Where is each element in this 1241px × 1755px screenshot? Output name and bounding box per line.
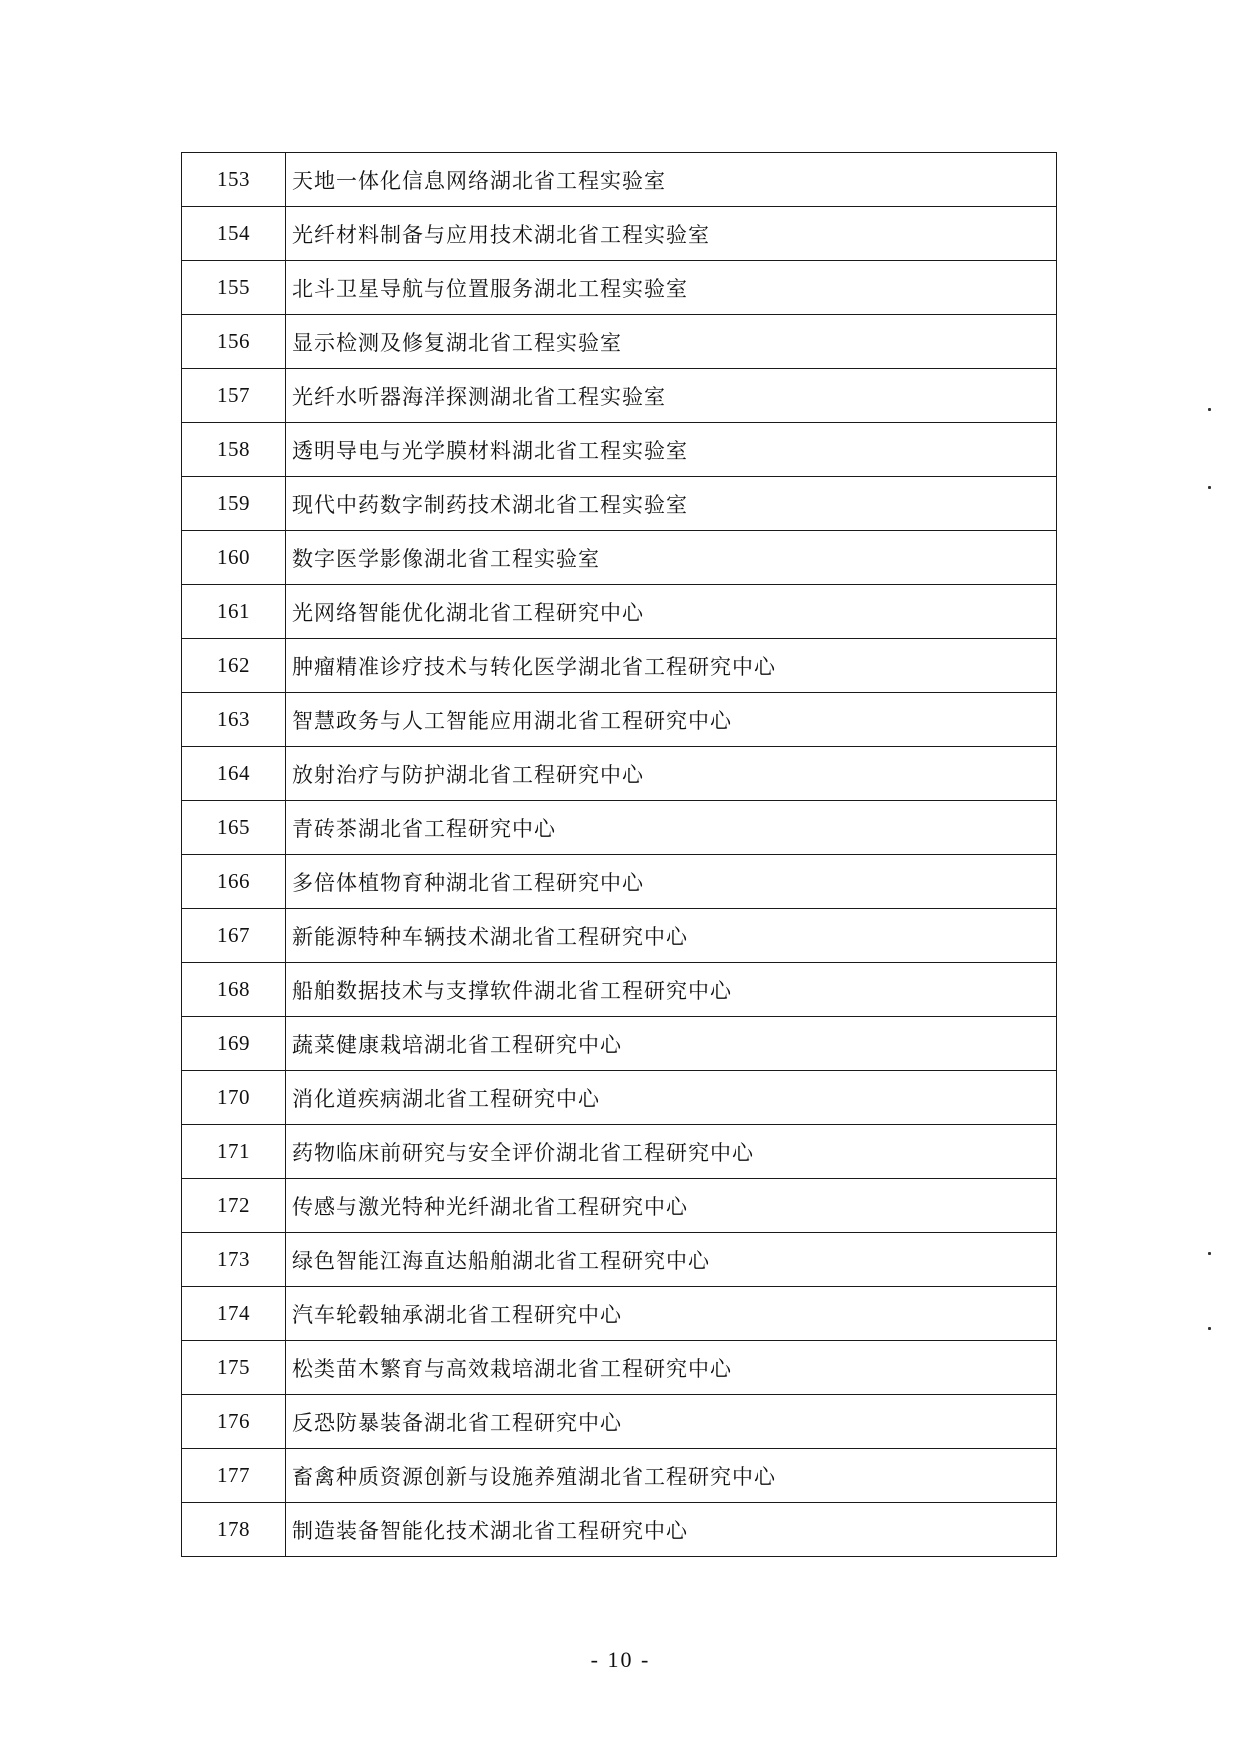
table-row (182, 1017, 1057, 1071)
scan-speck (1208, 408, 1211, 411)
row-number: 176 (182, 1395, 286, 1449)
table-row (182, 963, 1057, 1017)
table-row (182, 423, 1057, 477)
table-row (182, 1449, 1057, 1503)
row-number: 173 (182, 1233, 286, 1287)
table-row (182, 1341, 1057, 1395)
row-number: 165 (182, 801, 286, 855)
lab-list-table (181, 152, 1057, 1557)
table-row (182, 315, 1057, 369)
row-number: 159 (182, 477, 286, 531)
lab-name: 船舶数据技术与支撑软件湖北省工程研究中心 (286, 963, 1057, 1017)
lab-name: 数字医学影像湖北省工程实验室 (286, 531, 1057, 585)
page-number: - 10 - (590, 1647, 651, 1672)
scan-speck (1208, 1327, 1211, 1330)
lab-name: 青砖茶湖北省工程研究中心 (286, 801, 1057, 855)
lab-name: 显示检测及修复湖北省工程实验室 (286, 315, 1057, 369)
table-row (182, 1287, 1057, 1341)
row-number: 158 (182, 423, 286, 477)
table-row (182, 1233, 1057, 1287)
lab-name: 智慧政务与人工智能应用湖北省工程研究中心 (286, 693, 1057, 747)
table-row (182, 531, 1057, 585)
row-number: 170 (182, 1071, 286, 1125)
row-number: 166 (182, 855, 286, 909)
lab-name: 肿瘤精准诊疗技术与转化医学湖北省工程研究中心 (286, 639, 1057, 693)
lab-name: 光纤材料制备与应用技术湖北省工程实验室 (286, 207, 1057, 261)
table-row (182, 261, 1057, 315)
lab-name: 绿色智能江海直达船舶湖北省工程研究中心 (286, 1233, 1057, 1287)
row-number: 175 (182, 1341, 286, 1395)
table-row (182, 207, 1057, 261)
lab-name: 反恐防暴装备湖北省工程研究中心 (286, 1395, 1057, 1449)
table-row (182, 639, 1057, 693)
row-number: 163 (182, 693, 286, 747)
row-number: 153 (182, 153, 286, 207)
table-row (182, 1125, 1057, 1179)
table-row (182, 369, 1057, 423)
table-row (182, 1395, 1057, 1449)
row-number: 171 (182, 1125, 286, 1179)
lab-name: 光纤水听器海洋探测湖北省工程实验室 (286, 369, 1057, 423)
row-number: 160 (182, 531, 286, 585)
table-row (182, 747, 1057, 801)
table-row (182, 855, 1057, 909)
table-row (182, 585, 1057, 639)
row-number: 178 (182, 1503, 286, 1557)
row-number: 157 (182, 369, 286, 423)
table-row (182, 1503, 1057, 1557)
table-row (182, 1179, 1057, 1233)
scan-speck (1208, 1252, 1211, 1255)
row-number: 154 (182, 207, 286, 261)
lab-name: 多倍体植物育种湖北省工程研究中心 (286, 855, 1057, 909)
row-number: 174 (182, 1287, 286, 1341)
table-row (182, 1071, 1057, 1125)
table-row (182, 477, 1057, 531)
lab-name: 北斗卫星导航与位置服务湖北工程实验室 (286, 261, 1057, 315)
lab-name: 天地一体化信息网络湖北省工程实验室 (286, 153, 1057, 207)
lab-name: 蔬菜健康栽培湖北省工程研究中心 (286, 1017, 1057, 1071)
lab-name: 现代中药数字制药技术湖北省工程实验室 (286, 477, 1057, 531)
lab-name: 光网络智能优化湖北省工程研究中心 (286, 585, 1057, 639)
row-number: 156 (182, 315, 286, 369)
table-row (182, 153, 1057, 207)
scan-speck (1208, 486, 1211, 489)
lab-list-body (182, 153, 1057, 1557)
table-row (182, 801, 1057, 855)
lab-name: 放射治疗与防护湖北省工程研究中心 (286, 747, 1057, 801)
lab-name: 透明导电与光学膜材料湖北省工程实验室 (286, 423, 1057, 477)
lab-name: 畜禽种质资源创新与设施养殖湖北省工程研究中心 (286, 1449, 1057, 1503)
lab-name: 松类苗木繁育与高效栽培湖北省工程研究中心 (286, 1341, 1057, 1395)
row-number: 169 (182, 1017, 286, 1071)
row-number: 172 (182, 1179, 286, 1233)
row-number: 161 (182, 585, 286, 639)
row-number: 177 (182, 1449, 286, 1503)
lab-name: 消化道疾病湖北省工程研究中心 (286, 1071, 1057, 1125)
lab-name: 新能源特种车辆技术湖北省工程研究中心 (286, 909, 1057, 963)
lab-name: 传感与激光特种光纤湖北省工程研究中心 (286, 1179, 1057, 1233)
row-number: 162 (182, 639, 286, 693)
lab-name: 药物临床前研究与安全评价湖北省工程研究中心 (286, 1125, 1057, 1179)
table-row (182, 693, 1057, 747)
row-number: 167 (182, 909, 286, 963)
lab-name: 制造装备智能化技术湖北省工程研究中心 (286, 1503, 1057, 1557)
row-number: 164 (182, 747, 286, 801)
table-row (182, 909, 1057, 963)
row-number: 168 (182, 963, 286, 1017)
row-number: 155 (182, 261, 286, 315)
lab-name: 汽车轮毂轴承湖北省工程研究中心 (286, 1287, 1057, 1341)
